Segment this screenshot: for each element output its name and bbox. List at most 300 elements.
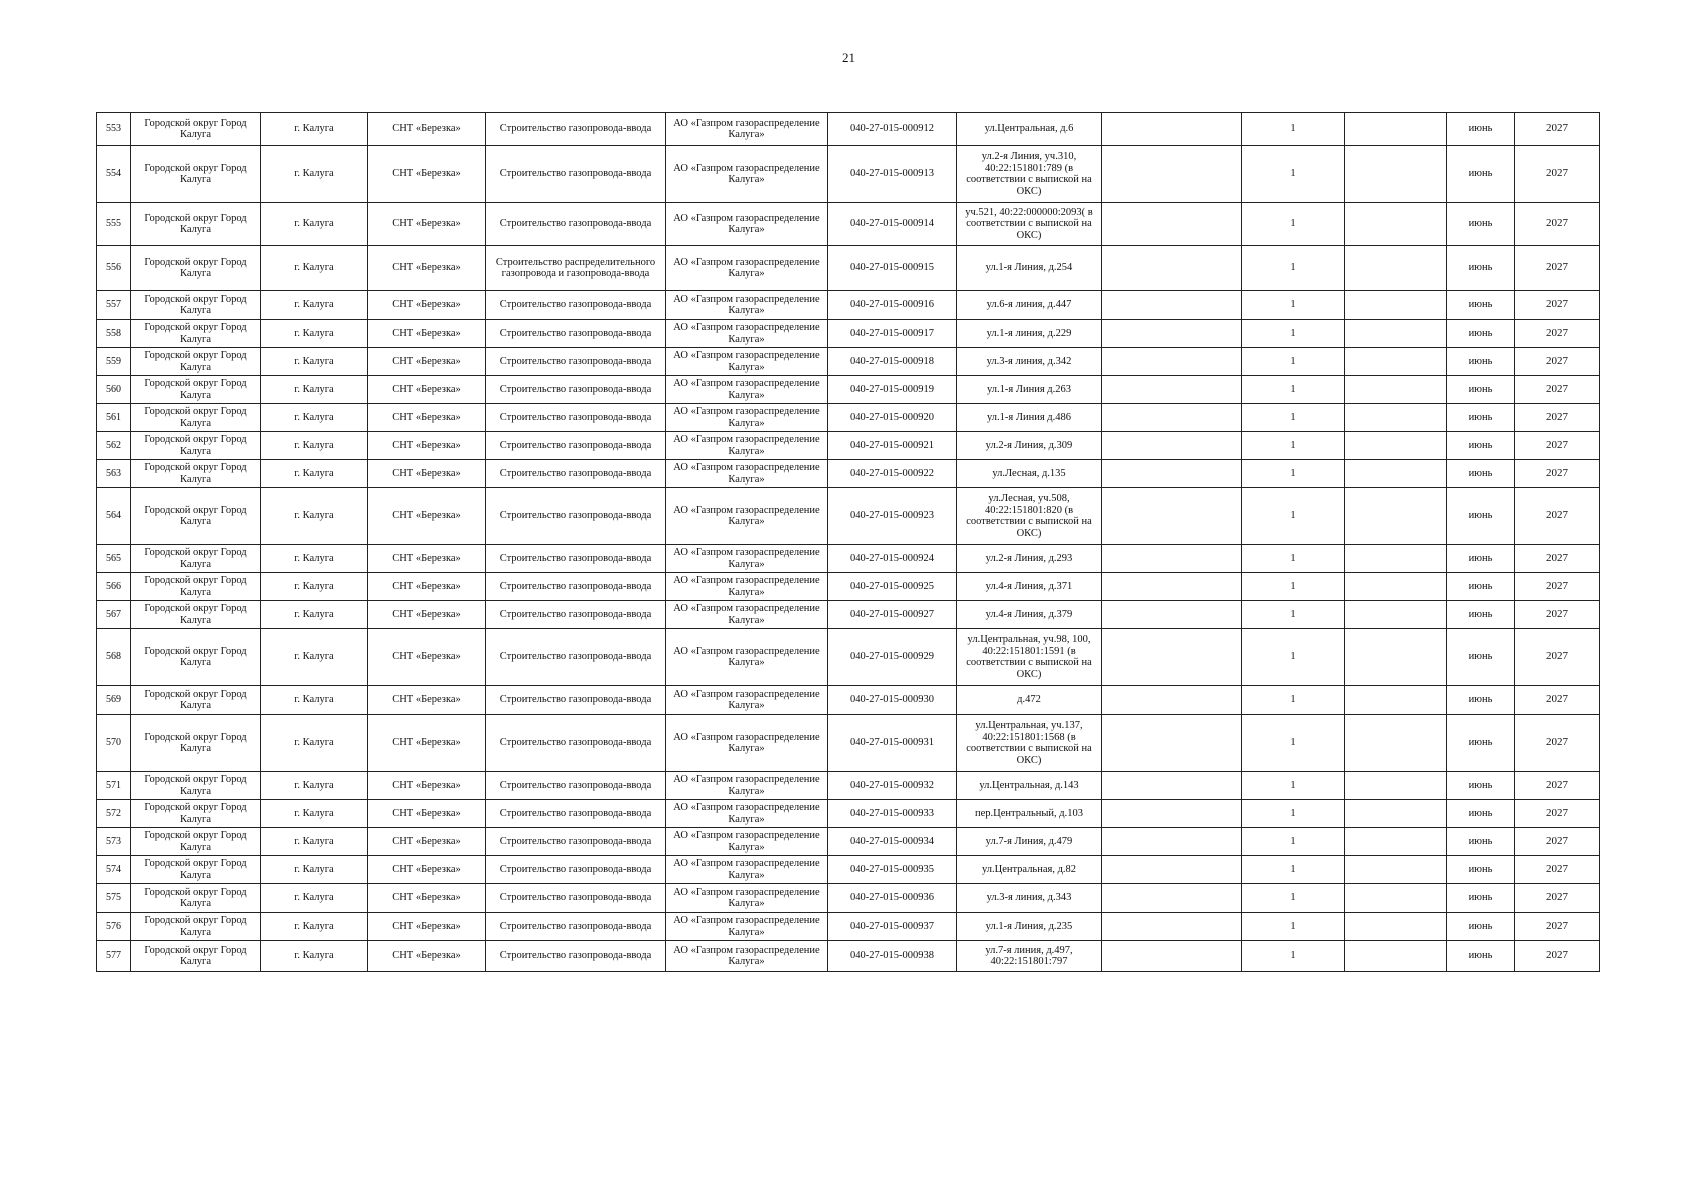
snt-cell: СНТ «Березка» xyxy=(368,203,486,246)
month-cell: июнь xyxy=(1447,941,1515,972)
empty-cell xyxy=(1102,113,1242,146)
address-cell: ул.Центральная, уч.137, 40:22:151801:1568 (в соответствии с выпиской на ОКС) xyxy=(957,715,1102,772)
organization-cell: АО «Газпром газораспределение Калуга» xyxy=(666,203,828,246)
table-row xyxy=(97,203,1600,246)
address-cell: ул.Центральная, уч.98, 100, 40:22:151801:1591 (в соответствии с выпиской на ОКС) xyxy=(957,629,1102,686)
object-code-cell: 040-27-015-000922 xyxy=(828,460,957,488)
year-cell: 2027 xyxy=(1515,884,1600,913)
work-type-cell: Строительство газопровода-ввода xyxy=(486,941,666,972)
object-code-cell: 040-27-015-000925 xyxy=(828,573,957,601)
work-type-cell: Строительство газопровода-ввода xyxy=(486,488,666,545)
object-code-cell: 040-27-015-000916 xyxy=(828,291,957,320)
table-row xyxy=(97,246,1600,291)
work-type-cell: Строительство газопровода-ввода xyxy=(486,601,666,629)
empty-cell xyxy=(1102,913,1242,941)
quantity-cell: 1 xyxy=(1242,629,1345,686)
work-type-cell: Строительство газопровода-ввода xyxy=(486,113,666,146)
snt-cell: СНТ «Березка» xyxy=(368,601,486,629)
snt-cell: СНТ «Березка» xyxy=(368,348,486,376)
empty-cell xyxy=(1345,460,1447,488)
address-cell: ул.3-я линия, д.343 xyxy=(957,884,1102,913)
table-row xyxy=(97,348,1600,376)
table-row xyxy=(97,601,1600,629)
work-type-cell: Строительство газопровода-ввода xyxy=(486,432,666,460)
snt-cell: СНТ «Березка» xyxy=(368,686,486,715)
year-cell: 2027 xyxy=(1515,404,1600,432)
organization-cell: АО «Газпром газораспределение Калуга» xyxy=(666,488,828,545)
month-cell: июнь xyxy=(1447,348,1515,376)
object-code-cell: 040-27-015-000937 xyxy=(828,913,957,941)
snt-cell: СНТ «Березка» xyxy=(368,488,486,545)
month-cell: июнь xyxy=(1447,291,1515,320)
month-cell: июнь xyxy=(1447,460,1515,488)
year-cell: 2027 xyxy=(1515,828,1600,856)
quantity-cell: 1 xyxy=(1242,601,1345,629)
row-number: 562 xyxy=(97,432,131,460)
address-cell: ул.7-я Линия, д.479 xyxy=(957,828,1102,856)
quantity-cell: 1 xyxy=(1242,146,1345,203)
organization-cell: АО «Газпром газораспределение Калуга» xyxy=(666,246,828,291)
empty-cell xyxy=(1345,772,1447,800)
address-cell: ул.1-я Линия д.263 xyxy=(957,376,1102,404)
quantity-cell: 1 xyxy=(1242,113,1345,146)
address-cell: пер.Центральный, д.103 xyxy=(957,800,1102,828)
work-type-cell: Строительство газопровода-ввода xyxy=(486,629,666,686)
city-cell: г. Калуга xyxy=(261,772,368,800)
city-cell: г. Калуга xyxy=(261,348,368,376)
city-cell: г. Калуга xyxy=(261,146,368,203)
empty-cell xyxy=(1102,800,1242,828)
month-cell: июнь xyxy=(1447,686,1515,715)
snt-cell: СНТ «Березка» xyxy=(368,146,486,203)
empty-cell xyxy=(1345,629,1447,686)
table-row xyxy=(97,686,1600,715)
year-cell: 2027 xyxy=(1515,291,1600,320)
city-cell: г. Калуга xyxy=(261,545,368,573)
address-cell: ул.4-я Линия, д.371 xyxy=(957,573,1102,601)
month-cell: июнь xyxy=(1447,146,1515,203)
city-cell: г. Калуга xyxy=(261,601,368,629)
organization-cell: АО «Газпром газораспределение Калуга» xyxy=(666,629,828,686)
month-cell: июнь xyxy=(1447,800,1515,828)
year-cell: 2027 xyxy=(1515,941,1600,972)
row-number: 557 xyxy=(97,291,131,320)
district-cell: Городской округ Город Калуга xyxy=(131,800,261,828)
table-row xyxy=(97,545,1600,573)
snt-cell: СНТ «Березка» xyxy=(368,856,486,884)
organization-cell: АО «Газпром газораспределение Калуга» xyxy=(666,913,828,941)
year-cell: 2027 xyxy=(1515,800,1600,828)
quantity-cell: 1 xyxy=(1242,246,1345,291)
city-cell: г. Калуга xyxy=(261,320,368,348)
empty-cell xyxy=(1345,686,1447,715)
quantity-cell: 1 xyxy=(1242,203,1345,246)
table-row xyxy=(97,432,1600,460)
city-cell: г. Калуга xyxy=(261,941,368,972)
quantity-cell: 1 xyxy=(1242,772,1345,800)
snt-cell: СНТ «Березка» xyxy=(368,432,486,460)
city-cell: г. Калуга xyxy=(261,715,368,772)
empty-cell xyxy=(1102,488,1242,545)
empty-cell xyxy=(1102,404,1242,432)
empty-cell xyxy=(1102,601,1242,629)
empty-cell xyxy=(1345,376,1447,404)
quantity-cell: 1 xyxy=(1242,941,1345,972)
city-cell: г. Калуга xyxy=(261,113,368,146)
row-number: 577 xyxy=(97,941,131,972)
snt-cell: СНТ «Березка» xyxy=(368,404,486,432)
object-code-cell: 040-27-015-000932 xyxy=(828,772,957,800)
table-row xyxy=(97,856,1600,884)
city-cell: г. Калуга xyxy=(261,629,368,686)
row-number: 553 xyxy=(97,113,131,146)
work-type-cell: Строительство распределительного газопровода и газопровода-ввода xyxy=(486,246,666,291)
city-cell: г. Калуга xyxy=(261,376,368,404)
quantity-cell: 1 xyxy=(1242,488,1345,545)
city-cell: г. Калуга xyxy=(261,884,368,913)
object-code-cell: 040-27-015-000924 xyxy=(828,545,957,573)
district-cell: Городской округ Город Калуга xyxy=(131,488,261,545)
address-cell: ул.4-я Линия, д.379 xyxy=(957,601,1102,629)
address-cell: ул.Центральная, д.6 xyxy=(957,113,1102,146)
empty-cell xyxy=(1345,320,1447,348)
address-cell: ул.2-я Линия, д.293 xyxy=(957,545,1102,573)
year-cell: 2027 xyxy=(1515,460,1600,488)
row-number: 558 xyxy=(97,320,131,348)
district-cell: Городской округ Город Калуга xyxy=(131,856,261,884)
snt-cell: СНТ «Березка» xyxy=(368,545,486,573)
snt-cell: СНТ «Березка» xyxy=(368,113,486,146)
empty-cell xyxy=(1102,348,1242,376)
empty-cell xyxy=(1345,545,1447,573)
organization-cell: АО «Газпром газораспределение Калуга» xyxy=(666,772,828,800)
organization-cell: АО «Газпром газораспределение Калуга» xyxy=(666,601,828,629)
snt-cell: СНТ «Березка» xyxy=(368,913,486,941)
quantity-cell: 1 xyxy=(1242,460,1345,488)
month-cell: июнь xyxy=(1447,432,1515,460)
organization-cell: АО «Газпром газораспределение Калуга» xyxy=(666,432,828,460)
district-cell: Городской округ Город Калуга xyxy=(131,146,261,203)
work-type-cell: Строительство газопровода-ввода xyxy=(486,146,666,203)
registry-table xyxy=(96,112,1600,972)
address-cell: ул.1-я линия, д.229 xyxy=(957,320,1102,348)
empty-cell xyxy=(1102,856,1242,884)
row-number: 564 xyxy=(97,488,131,545)
city-cell: г. Калуга xyxy=(261,686,368,715)
month-cell: июнь xyxy=(1447,488,1515,545)
row-number: 571 xyxy=(97,772,131,800)
quantity-cell: 1 xyxy=(1242,432,1345,460)
year-cell: 2027 xyxy=(1515,203,1600,246)
table-row xyxy=(97,460,1600,488)
snt-cell: СНТ «Березка» xyxy=(368,460,486,488)
object-code-cell: 040-27-015-000920 xyxy=(828,404,957,432)
quantity-cell: 1 xyxy=(1242,884,1345,913)
year-cell: 2027 xyxy=(1515,715,1600,772)
page-number: 21 xyxy=(842,50,855,65)
empty-cell xyxy=(1102,772,1242,800)
object-code-cell: 040-27-015-000923 xyxy=(828,488,957,545)
work-type-cell: Строительство газопровода-ввода xyxy=(486,772,666,800)
organization-cell: АО «Газпром газораспределение Калуга» xyxy=(666,460,828,488)
address-cell: ул.1-я Линия д.486 xyxy=(957,404,1102,432)
quantity-cell: 1 xyxy=(1242,828,1345,856)
address-cell: ул.6-я линия, д.447 xyxy=(957,291,1102,320)
month-cell: июнь xyxy=(1447,828,1515,856)
empty-cell xyxy=(1102,629,1242,686)
object-code-cell: 040-27-015-000931 xyxy=(828,715,957,772)
table-row xyxy=(97,800,1600,828)
table-row xyxy=(97,884,1600,913)
row-number: 566 xyxy=(97,573,131,601)
city-cell: г. Калуга xyxy=(261,246,368,291)
work-type-cell: Строительство газопровода-ввода xyxy=(486,545,666,573)
city-cell: г. Калуга xyxy=(261,573,368,601)
district-cell: Городской округ Город Калуга xyxy=(131,601,261,629)
empty-cell xyxy=(1102,246,1242,291)
month-cell: июнь xyxy=(1447,545,1515,573)
row-number: 574 xyxy=(97,856,131,884)
table-row xyxy=(97,113,1600,146)
empty-cell xyxy=(1102,941,1242,972)
organization-cell: АО «Газпром газораспределение Калуга» xyxy=(666,856,828,884)
empty-cell xyxy=(1102,884,1242,913)
work-type-cell: Строительство газопровода-ввода xyxy=(486,913,666,941)
row-number: 567 xyxy=(97,601,131,629)
object-code-cell: 040-27-015-000929 xyxy=(828,629,957,686)
year-cell: 2027 xyxy=(1515,913,1600,941)
row-number: 554 xyxy=(97,146,131,203)
object-code-cell: 040-27-015-000914 xyxy=(828,203,957,246)
snt-cell: СНТ «Березка» xyxy=(368,246,486,291)
work-type-cell: Строительство газопровода-ввода xyxy=(486,686,666,715)
work-type-cell: Строительство газопровода-ввода xyxy=(486,320,666,348)
address-cell: ул.1-я Линия, д.254 xyxy=(957,246,1102,291)
row-number: 568 xyxy=(97,629,131,686)
row-number: 560 xyxy=(97,376,131,404)
object-code-cell: 040-27-015-000933 xyxy=(828,800,957,828)
address-cell: ул.Центральная, д.82 xyxy=(957,856,1102,884)
empty-cell xyxy=(1345,601,1447,629)
table-row xyxy=(97,573,1600,601)
district-cell: Городской округ Город Калуга xyxy=(131,941,261,972)
district-cell: Городской округ Город Калуга xyxy=(131,545,261,573)
empty-cell xyxy=(1102,291,1242,320)
row-number: 561 xyxy=(97,404,131,432)
city-cell: г. Калуга xyxy=(261,460,368,488)
city-cell: г. Калуга xyxy=(261,404,368,432)
month-cell: июнь xyxy=(1447,320,1515,348)
snt-cell: СНТ «Березка» xyxy=(368,376,486,404)
year-cell: 2027 xyxy=(1515,601,1600,629)
empty-cell xyxy=(1345,291,1447,320)
quantity-cell: 1 xyxy=(1242,320,1345,348)
snt-cell: СНТ «Березка» xyxy=(368,941,486,972)
row-number: 569 xyxy=(97,686,131,715)
month-cell: июнь xyxy=(1447,573,1515,601)
table-row xyxy=(97,715,1600,772)
district-cell: Городской округ Город Калуга xyxy=(131,432,261,460)
row-number: 570 xyxy=(97,715,131,772)
object-code-cell: 040-27-015-000918 xyxy=(828,348,957,376)
address-cell: ул.Центральная, д.143 xyxy=(957,772,1102,800)
empty-cell xyxy=(1102,376,1242,404)
snt-cell: СНТ «Березка» xyxy=(368,320,486,348)
object-code-cell: 040-27-015-000912 xyxy=(828,113,957,146)
empty-cell xyxy=(1345,941,1447,972)
work-type-cell: Строительство газопровода-ввода xyxy=(486,856,666,884)
work-type-cell: Строительство газопровода-ввода xyxy=(486,460,666,488)
row-number: 559 xyxy=(97,348,131,376)
empty-cell xyxy=(1102,828,1242,856)
quantity-cell: 1 xyxy=(1242,545,1345,573)
row-number: 555 xyxy=(97,203,131,246)
table-row xyxy=(97,629,1600,686)
row-number: 563 xyxy=(97,460,131,488)
object-code-cell: 040-27-015-000936 xyxy=(828,884,957,913)
empty-cell xyxy=(1345,573,1447,601)
district-cell: Городской округ Город Калуга xyxy=(131,404,261,432)
year-cell: 2027 xyxy=(1515,348,1600,376)
month-cell: июнь xyxy=(1447,629,1515,686)
month-cell: июнь xyxy=(1447,404,1515,432)
year-cell: 2027 xyxy=(1515,146,1600,203)
table-row xyxy=(97,376,1600,404)
address-cell: уч.521, 40:22:000000:2093( в соответствии с выпиской на ОКС) xyxy=(957,203,1102,246)
empty-cell xyxy=(1345,113,1447,146)
empty-cell xyxy=(1345,715,1447,772)
address-cell: ул.Лесная, д.135 xyxy=(957,460,1102,488)
year-cell: 2027 xyxy=(1515,573,1600,601)
city-cell: г. Калуга xyxy=(261,291,368,320)
empty-cell xyxy=(1345,432,1447,460)
district-cell: Городской округ Город Калуга xyxy=(131,573,261,601)
snt-cell: СНТ «Березка» xyxy=(368,291,486,320)
year-cell: 2027 xyxy=(1515,320,1600,348)
row-number: 572 xyxy=(97,800,131,828)
quantity-cell: 1 xyxy=(1242,573,1345,601)
work-type-cell: Строительство газопровода-ввода xyxy=(486,828,666,856)
year-cell: 2027 xyxy=(1515,686,1600,715)
district-cell: Городской округ Город Калуга xyxy=(131,828,261,856)
year-cell: 2027 xyxy=(1515,432,1600,460)
quantity-cell: 1 xyxy=(1242,376,1345,404)
empty-cell xyxy=(1102,203,1242,246)
object-code-cell: 040-27-015-000917 xyxy=(828,320,957,348)
row-number: 576 xyxy=(97,913,131,941)
month-cell: июнь xyxy=(1447,884,1515,913)
table-row xyxy=(97,320,1600,348)
quantity-cell: 1 xyxy=(1242,686,1345,715)
row-number: 556 xyxy=(97,246,131,291)
organization-cell: АО «Газпром газораспределение Калуга» xyxy=(666,113,828,146)
organization-cell: АО «Газпром газораспределение Калуга» xyxy=(666,320,828,348)
table-row xyxy=(97,941,1600,972)
work-type-cell: Строительство газопровода-ввода xyxy=(486,800,666,828)
month-cell: июнь xyxy=(1447,203,1515,246)
object-code-cell: 040-27-015-000921 xyxy=(828,432,957,460)
table-row xyxy=(97,291,1600,320)
row-number: 575 xyxy=(97,884,131,913)
empty-cell xyxy=(1345,828,1447,856)
object-code-cell: 040-27-015-000915 xyxy=(828,246,957,291)
snt-cell: СНТ «Березка» xyxy=(368,715,486,772)
quantity-cell: 1 xyxy=(1242,715,1345,772)
city-cell: г. Калуга xyxy=(261,856,368,884)
empty-cell xyxy=(1345,404,1447,432)
district-cell: Городской округ Город Калуга xyxy=(131,376,261,404)
quantity-cell: 1 xyxy=(1242,856,1345,884)
organization-cell: АО «Газпром газораспределение Калуга» xyxy=(666,828,828,856)
year-cell: 2027 xyxy=(1515,113,1600,146)
year-cell: 2027 xyxy=(1515,772,1600,800)
row-number: 573 xyxy=(97,828,131,856)
empty-cell xyxy=(1102,320,1242,348)
district-cell: Городской округ Город Калуга xyxy=(131,246,261,291)
work-type-cell: Строительство газопровода-ввода xyxy=(486,348,666,376)
district-cell: Городской округ Город Калуга xyxy=(131,203,261,246)
organization-cell: АО «Газпром газораспределение Калуга» xyxy=(666,715,828,772)
district-cell: Городской округ Город Калуга xyxy=(131,291,261,320)
organization-cell: АО «Газпром газораспределение Калуга» xyxy=(666,348,828,376)
district-cell: Городской округ Город Калуга xyxy=(131,715,261,772)
district-cell: Городской округ Город Калуга xyxy=(131,913,261,941)
empty-cell xyxy=(1345,856,1447,884)
year-cell: 2027 xyxy=(1515,545,1600,573)
snt-cell: СНТ «Березка» xyxy=(368,884,486,913)
year-cell: 2027 xyxy=(1515,376,1600,404)
empty-cell xyxy=(1345,348,1447,376)
address-cell: д.472 xyxy=(957,686,1102,715)
work-type-cell: Строительство газопровода-ввода xyxy=(486,376,666,404)
work-type-cell: Строительство газопровода-ввода xyxy=(486,404,666,432)
organization-cell: АО «Газпром газораспределение Калуга» xyxy=(666,291,828,320)
table-row xyxy=(97,146,1600,203)
organization-cell: АО «Газпром газораспределение Калуга» xyxy=(666,545,828,573)
city-cell: г. Калуга xyxy=(261,432,368,460)
object-code-cell: 040-27-015-000930 xyxy=(828,686,957,715)
address-cell: ул.1-я Линия, д.235 xyxy=(957,913,1102,941)
snt-cell: СНТ «Березка» xyxy=(368,629,486,686)
month-cell: июнь xyxy=(1447,376,1515,404)
table-row xyxy=(97,404,1600,432)
organization-cell: АО «Газпром газораспределение Калуга» xyxy=(666,941,828,972)
organization-cell: АО «Газпром газораспределение Калуга» xyxy=(666,376,828,404)
empty-cell xyxy=(1102,460,1242,488)
empty-cell xyxy=(1345,913,1447,941)
address-cell: ул.2-я Линия, уч.310, 40:22:151801:789 (в соответствии с выпиской на ОКС) xyxy=(957,146,1102,203)
object-code-cell: 040-27-015-000927 xyxy=(828,601,957,629)
object-code-cell: 040-27-015-000938 xyxy=(828,941,957,972)
district-cell: Городской округ Город Калуга xyxy=(131,113,261,146)
district-cell: Городской округ Город Калуга xyxy=(131,884,261,913)
empty-cell xyxy=(1345,488,1447,545)
quantity-cell: 1 xyxy=(1242,913,1345,941)
address-cell: ул.7-я линия, д.497, 40:22:151801:797 xyxy=(957,941,1102,972)
table-row xyxy=(97,488,1600,545)
month-cell: июнь xyxy=(1447,601,1515,629)
empty-cell xyxy=(1345,146,1447,203)
work-type-cell: Строительство газопровода-ввода xyxy=(486,715,666,772)
month-cell: июнь xyxy=(1447,246,1515,291)
organization-cell: АО «Газпром газораспределение Калуга» xyxy=(666,884,828,913)
year-cell: 2027 xyxy=(1515,488,1600,545)
district-cell: Городской округ Город Калуга xyxy=(131,348,261,376)
city-cell: г. Калуга xyxy=(261,488,368,545)
empty-cell xyxy=(1102,573,1242,601)
empty-cell xyxy=(1345,246,1447,291)
year-cell: 2027 xyxy=(1515,629,1600,686)
